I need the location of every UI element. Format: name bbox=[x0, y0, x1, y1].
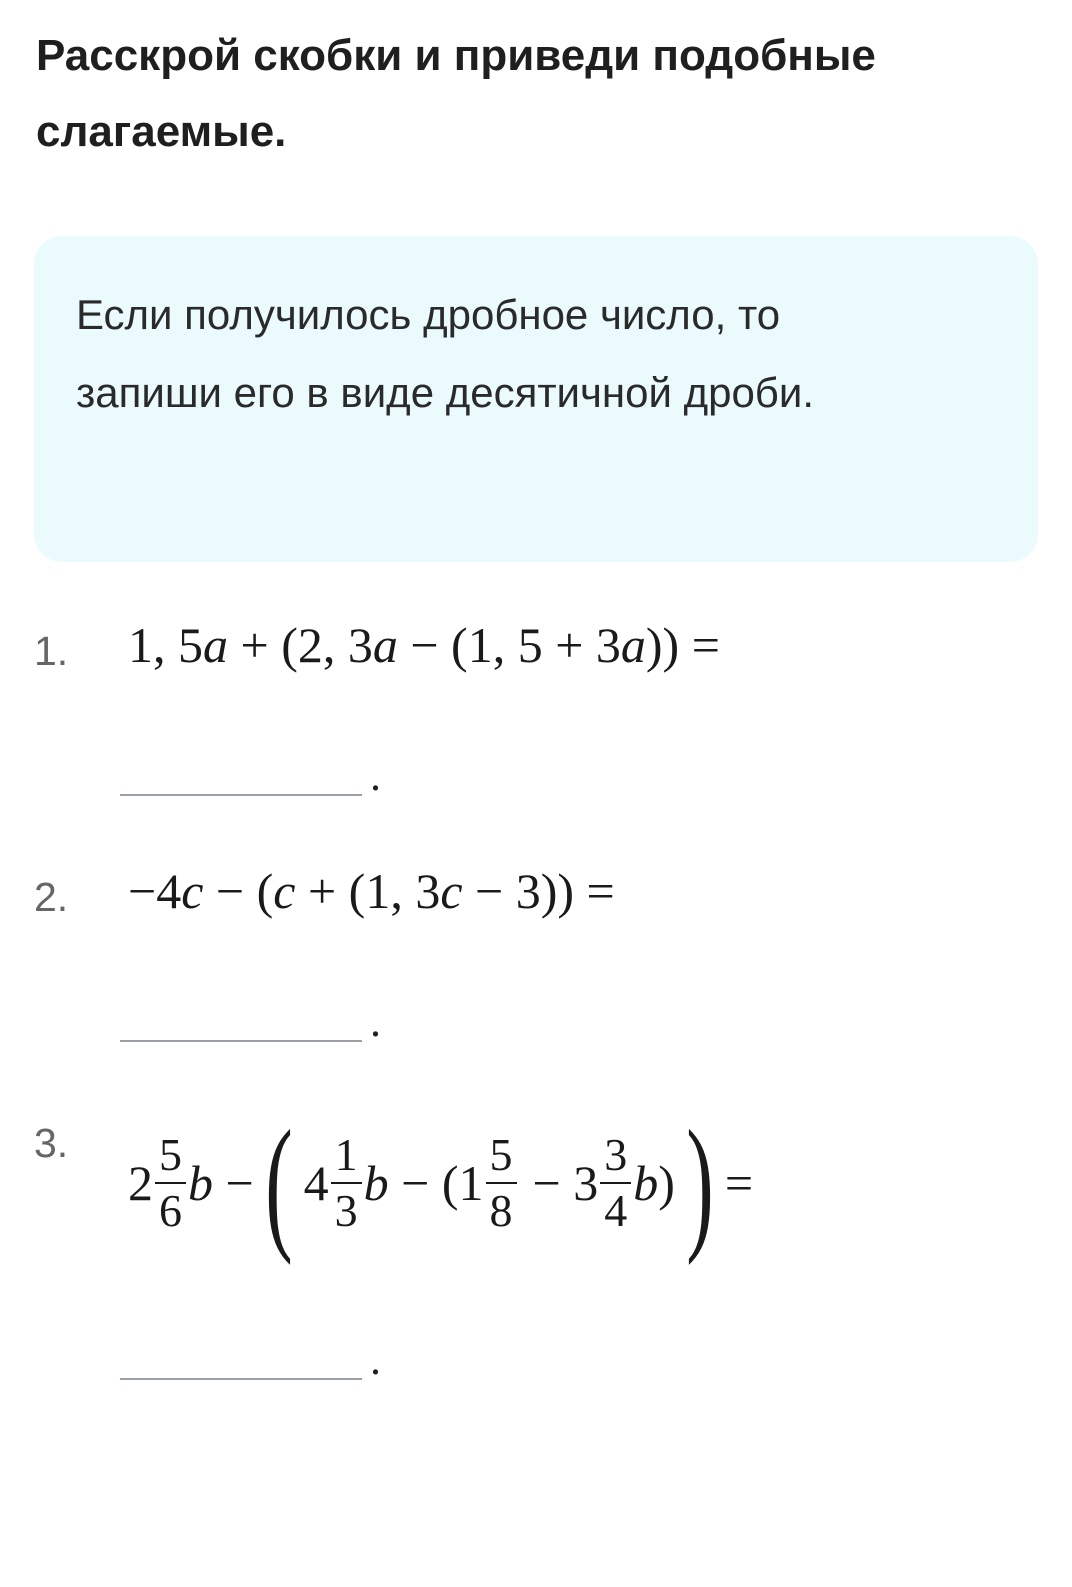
hint-text: Если получилось дробное число, то запиши его в виде десятичной дроби. bbox=[76, 291, 814, 416]
fraction-5-6: $\frac{5}{6}$ bbox=[155, 1132, 186, 1234]
task-number-1: 1. bbox=[34, 628, 69, 674]
fraction-5-8: $\frac{5}{8}$ bbox=[486, 1132, 517, 1234]
task-expression-2: −4c − (c + (1, 3c − 3)) = bbox=[128, 863, 615, 919]
task-expression-1: 1, 5a + (2, 3a − (1, 5 + 3a)) = bbox=[128, 617, 720, 673]
task-number-3: 3. bbox=[34, 1120, 69, 1166]
answer-end-1: . bbox=[370, 751, 381, 800]
answer-end-3: . bbox=[370, 1335, 381, 1384]
task-number-2: 2. bbox=[34, 874, 69, 920]
fraction-3-4: $\frac{3}{4}$ bbox=[600, 1132, 631, 1234]
answer-input-2[interactable] bbox=[120, 1040, 362, 1042]
task-title: Расскрой скобки и приведи подобные слагаемые. bbox=[36, 31, 876, 156]
hint-box bbox=[34, 236, 1038, 562]
answer-input-3[interactable] bbox=[120, 1378, 362, 1380]
fraction-1-3: $\frac{1}{3}$ bbox=[331, 1132, 362, 1234]
answer-end-2: . bbox=[370, 997, 381, 1046]
task-expression-3: 2 $\frac{5}{6}$ b − ( 4 $\frac{1}{3}$ b − (1 $\frac{5}{8}$ − 3 $\frac{3}{4}$ b) ) = bbox=[128, 1100, 754, 1266]
answer-input-1[interactable] bbox=[120, 794, 362, 796]
